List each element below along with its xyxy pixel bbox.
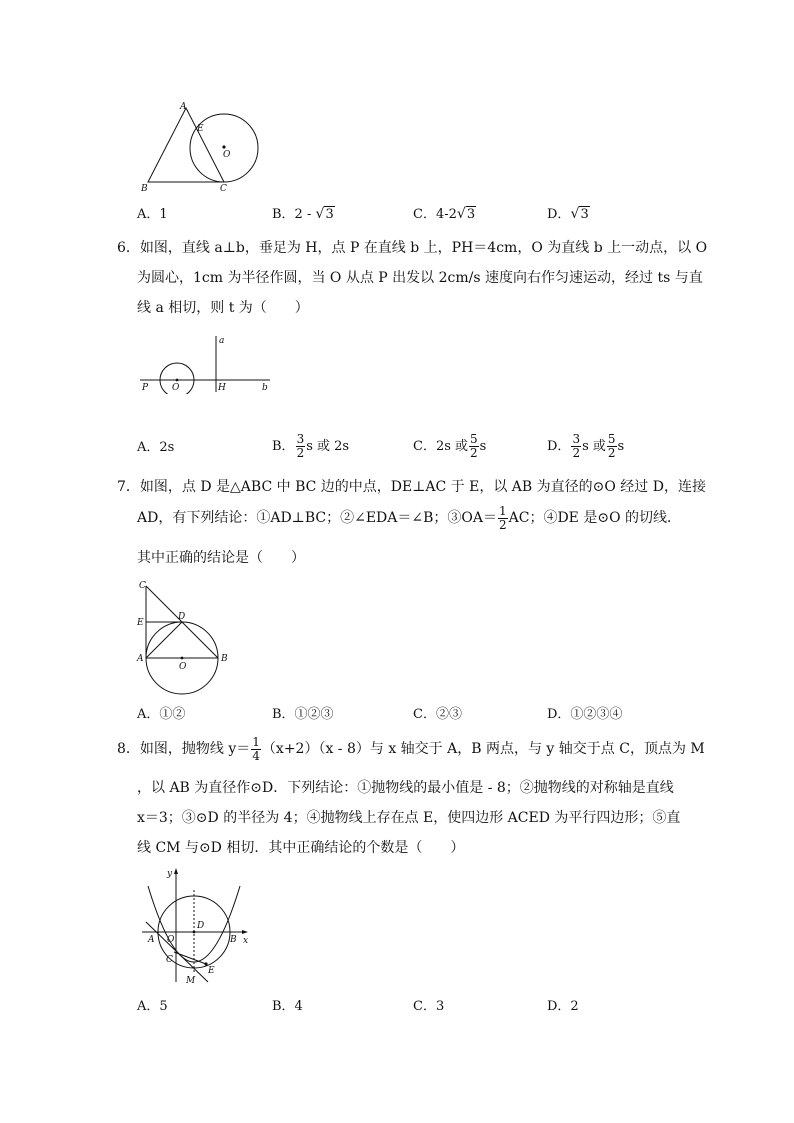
label-o: O [223,150,231,160]
center-o-dot [181,657,184,660]
q6-stem-line3: 线 a 相切，则 t 为（ ） [137,300,309,316]
sqrt-icon: √ 3 [457,205,476,225]
sqrt-icon: √ 3 [315,205,334,225]
q5-option-d[interactable] [547,205,590,225]
q8-figure [136,864,256,990]
label-e: E [137,618,144,628]
y-axis-arrow-icon [174,868,178,874]
q5-option-b[interactable] [272,205,335,225]
q7-option-c[interactable]: C．②③ [413,707,462,722]
q6-option-c-suffix: s [479,439,487,454]
q6-option-d-suffix: s [617,439,625,454]
fraction: $\frac{1}{4}$ [252,734,260,763]
label-o: O [167,935,175,945]
label-m: M [186,976,196,986]
center-o-dot [222,145,225,148]
q6-option-c[interactable] [413,432,486,462]
label-o: O [172,383,180,393]
fraction: $\frac{5}{2}$ [470,432,478,460]
label-x: x [243,936,249,946]
label-d: D [197,921,205,931]
label-b: B [221,654,228,664]
q8-stem-line1-suffix: （x+2）（x - 8）与 x 轴交于 A，B 两点，与 y 轴交于点 C，顶点为 M [261,741,705,757]
q7-stem-line2 [137,503,681,533]
x-axis-arrow-icon [242,930,248,934]
q8-option-a[interactable]: A．5 [137,999,168,1014]
q7-option-a[interactable]: A．①② [137,707,186,722]
label-e: E [208,966,215,976]
label-c: C [139,581,146,591]
q5-option-a[interactable]: A．1 [137,207,168,222]
q5-option-c-prefix: C．4-2 [413,207,457,222]
q8-option-b[interactable]: B．4 [272,999,303,1014]
q6-stem-line1: 6．如图，直线 a⊥b，垂足为 H，点 P 在直线 b 上，PH＝4cm，O 为直线 b 上一动点，以 O [117,240,708,256]
q6-option-c-prefix: C．2s 或 [413,439,469,454]
q6-option-d[interactable] [547,432,624,462]
sqrt-icon: √ 3 [570,205,589,225]
label-h: H [218,383,226,393]
q6-option-d-prefix: D． [547,439,571,454]
label-d: D [178,612,186,622]
label-a: A [148,935,155,945]
q7-stem-line1: 7．如图，点 D 是△ABC 中 BC 边的中点，DE⊥AC 于 E，以 AB 为直径的⊙O 经过 D，连接 [117,479,706,495]
fraction: $\frac{1}{2}$ [499,503,507,532]
q8-stem-line3: x＝3；③⊙D 的半径为 4；④抛物线上存在点 E，使四边形 ACED 为平行四边形；⑤直 [137,810,681,826]
center-o-dot [176,379,179,382]
label-b: B [141,184,148,194]
label-a: a [219,336,225,346]
q7-option-b[interactable]: B．①②③ [272,707,334,722]
q5-option-d-prefix: D． [547,207,571,222]
segment-ce [174,952,206,964]
label-b: B [230,935,237,945]
q6-option-a[interactable]: A．2s [137,440,175,455]
label-a: A [137,654,144,664]
q7-option-d[interactable]: D．①②③④ [547,707,623,722]
q7-stem-line3: 其中正确的结论是（ ） [137,550,305,566]
fraction: $\frac{5}{2}$ [607,432,616,460]
q7-stem-line2-suffix: AC；④DE 是⊙O 的切线． [508,510,682,526]
q6-option-b[interactable] [272,432,349,462]
q8-stem-line1 [117,734,705,764]
q8-option-d[interactable]: D．2 [547,999,579,1014]
label-y: y [167,869,173,879]
label-p: P [142,383,149,393]
q8-stem-line1-prefix: 8．如图，抛物线 y＝ [117,741,251,757]
q7-stem-line2-prefix: AD，有下列结论：①AD⊥BC；②∠EDA＝∠B；③OA＝ [137,510,497,526]
q6-option-b-suffix: s 或 2s [306,439,350,454]
label-c: C [166,955,173,965]
label-e: E [197,124,204,134]
q6-stem-line2: 为圆心，1cm 为半径作圆，当 O 从点 P 出发以 2cm/s 速度向右作匀速运动，经过 ts 与直 [137,270,703,286]
q5-figure [138,98,268,196]
fraction: $\frac{3}{2}$ [296,432,305,460]
label-a: A [180,102,187,112]
q6-option-b-prefix: B． [272,439,295,454]
q6-figure [138,332,278,394]
q8-stem-line4: 线 CM 与⊙D 相切．其中正确结论的个数是（ ） [137,840,465,856]
q5-option-c[interactable] [413,205,476,225]
fraction: $\frac{3}{2}$ [572,432,581,460]
label-o: O [179,662,187,672]
q8-option-c[interactable]: C．3 [413,999,445,1014]
q6-option-d-middle: s 或 [582,439,606,454]
q8-stem-line2: ，以 AB 为直径作⊙D．下列结论：①抛物线的最小值是 - 8；②抛物线的对称轴是直线 [137,780,674,796]
label-b: b [262,383,268,393]
q7-figure [134,578,234,698]
q5-option-b-prefix: B．2 - [272,207,316,222]
label-c: C [220,184,227,194]
triangle-abc [148,108,224,182]
line-cm [146,922,208,982]
